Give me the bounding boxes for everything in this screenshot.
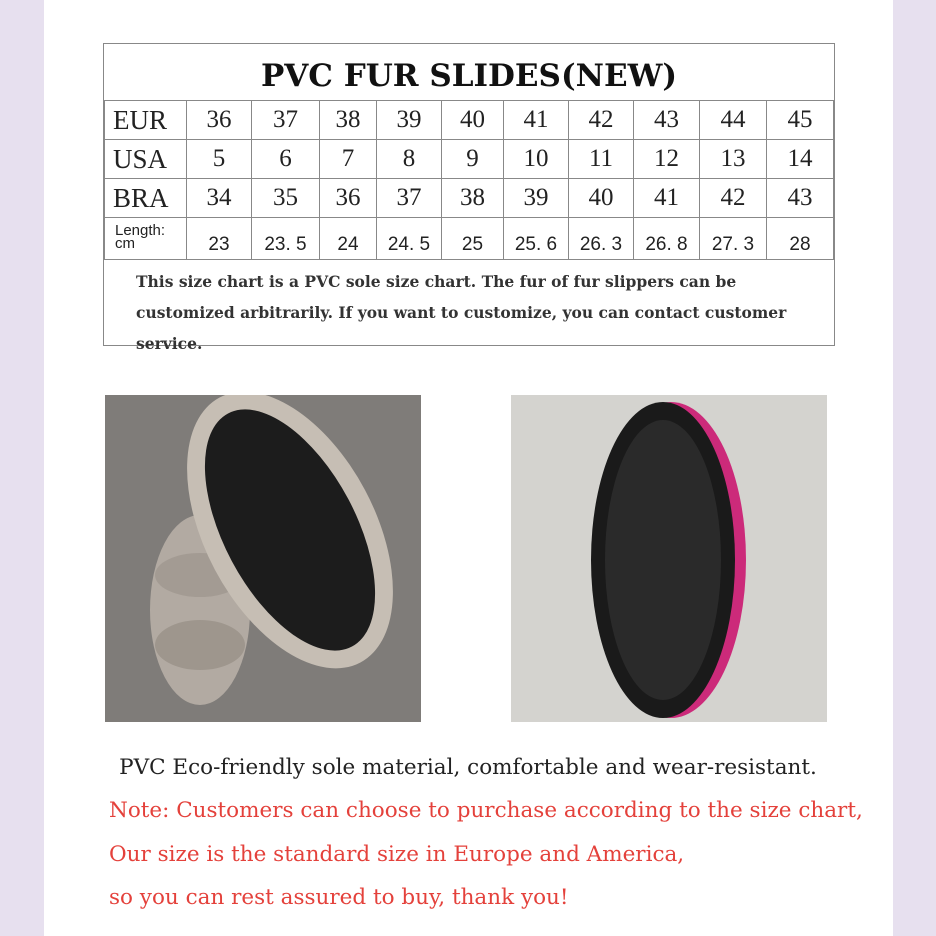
size-cell: 41 bbox=[504, 101, 569, 140]
size-cell: 5 bbox=[187, 140, 252, 179]
size-cell: 41 bbox=[634, 179, 700, 218]
size-cell: 34 bbox=[187, 179, 252, 218]
size-cell: 25. 6 bbox=[504, 218, 569, 260]
size-cell: 36 bbox=[187, 101, 252, 140]
row-label: EUR bbox=[105, 101, 187, 140]
size-row bbox=[105, 218, 834, 260]
size-cell: 28 bbox=[767, 218, 834, 260]
size-cell: 25 bbox=[442, 218, 504, 260]
size-row bbox=[105, 140, 834, 179]
size-cell: 27. 3 bbox=[700, 218, 767, 260]
size-cell: 42 bbox=[700, 179, 767, 218]
size-cell: 8 bbox=[377, 140, 442, 179]
size-cell: 37 bbox=[252, 101, 320, 140]
size-cell: 9 bbox=[442, 140, 504, 179]
size-cell: 23 bbox=[187, 218, 252, 260]
size-cell: 37 bbox=[377, 179, 442, 218]
note-line-1: Note: Customers can choose to purchase according to the size chart, bbox=[109, 798, 863, 823]
size-cell: 6 bbox=[252, 140, 320, 179]
size-cell: 13 bbox=[700, 140, 767, 179]
size-cell: 24 bbox=[320, 218, 377, 260]
size-cell: 26. 3 bbox=[569, 218, 634, 260]
size-chart-title: PVC FUR SLIDES(NEW) bbox=[104, 44, 834, 101]
fur-slide-photo bbox=[105, 395, 421, 722]
size-cell: 23. 5 bbox=[252, 218, 320, 260]
sole-photo bbox=[511, 395, 827, 722]
size-cell: 12 bbox=[634, 140, 700, 179]
size-row bbox=[105, 101, 834, 140]
size-cell: 36 bbox=[320, 179, 377, 218]
size-cell: 24. 5 bbox=[377, 218, 442, 260]
note-line-3: so you can rest assured to buy, thank you! bbox=[109, 885, 569, 910]
size-cell: 42 bbox=[569, 101, 634, 140]
size-cell: 45 bbox=[767, 101, 834, 140]
size-cell: 40 bbox=[569, 179, 634, 218]
size-cell: 11 bbox=[569, 140, 634, 179]
size-cell: 10 bbox=[504, 140, 569, 179]
row-label: Length: cm bbox=[105, 218, 187, 260]
row-label: BRA bbox=[105, 179, 187, 218]
size-cell: 40 bbox=[442, 101, 504, 140]
size-cell: 39 bbox=[504, 179, 569, 218]
size-cell: 38 bbox=[442, 179, 504, 218]
size-chart-note: This size chart is a PVC sole size chart. The fur of fur slippers can be customized arbitrarily. If you want to customize, you can contact customer service. bbox=[136, 272, 787, 353]
size-cell: 38 bbox=[320, 101, 377, 140]
material-caption: PVC Eco-friendly sole material, comfortable and wear-resistant. bbox=[119, 755, 817, 780]
size-cell: 44 bbox=[700, 101, 767, 140]
size-chart bbox=[103, 43, 835, 353]
size-row bbox=[105, 179, 834, 218]
size-cell: 14 bbox=[767, 140, 834, 179]
size-cell: 43 bbox=[767, 179, 834, 218]
size-cell: 35 bbox=[252, 179, 320, 218]
size-cell: 43 bbox=[634, 101, 700, 140]
note-line-2: Our size is the standard size in Europe and America, bbox=[109, 842, 685, 867]
size-cell: 39 bbox=[377, 101, 442, 140]
row-label: USA bbox=[105, 140, 187, 179]
size-table bbox=[104, 100, 834, 260]
size-cell: 26. 8 bbox=[634, 218, 700, 260]
size-cell: 7 bbox=[320, 140, 377, 179]
